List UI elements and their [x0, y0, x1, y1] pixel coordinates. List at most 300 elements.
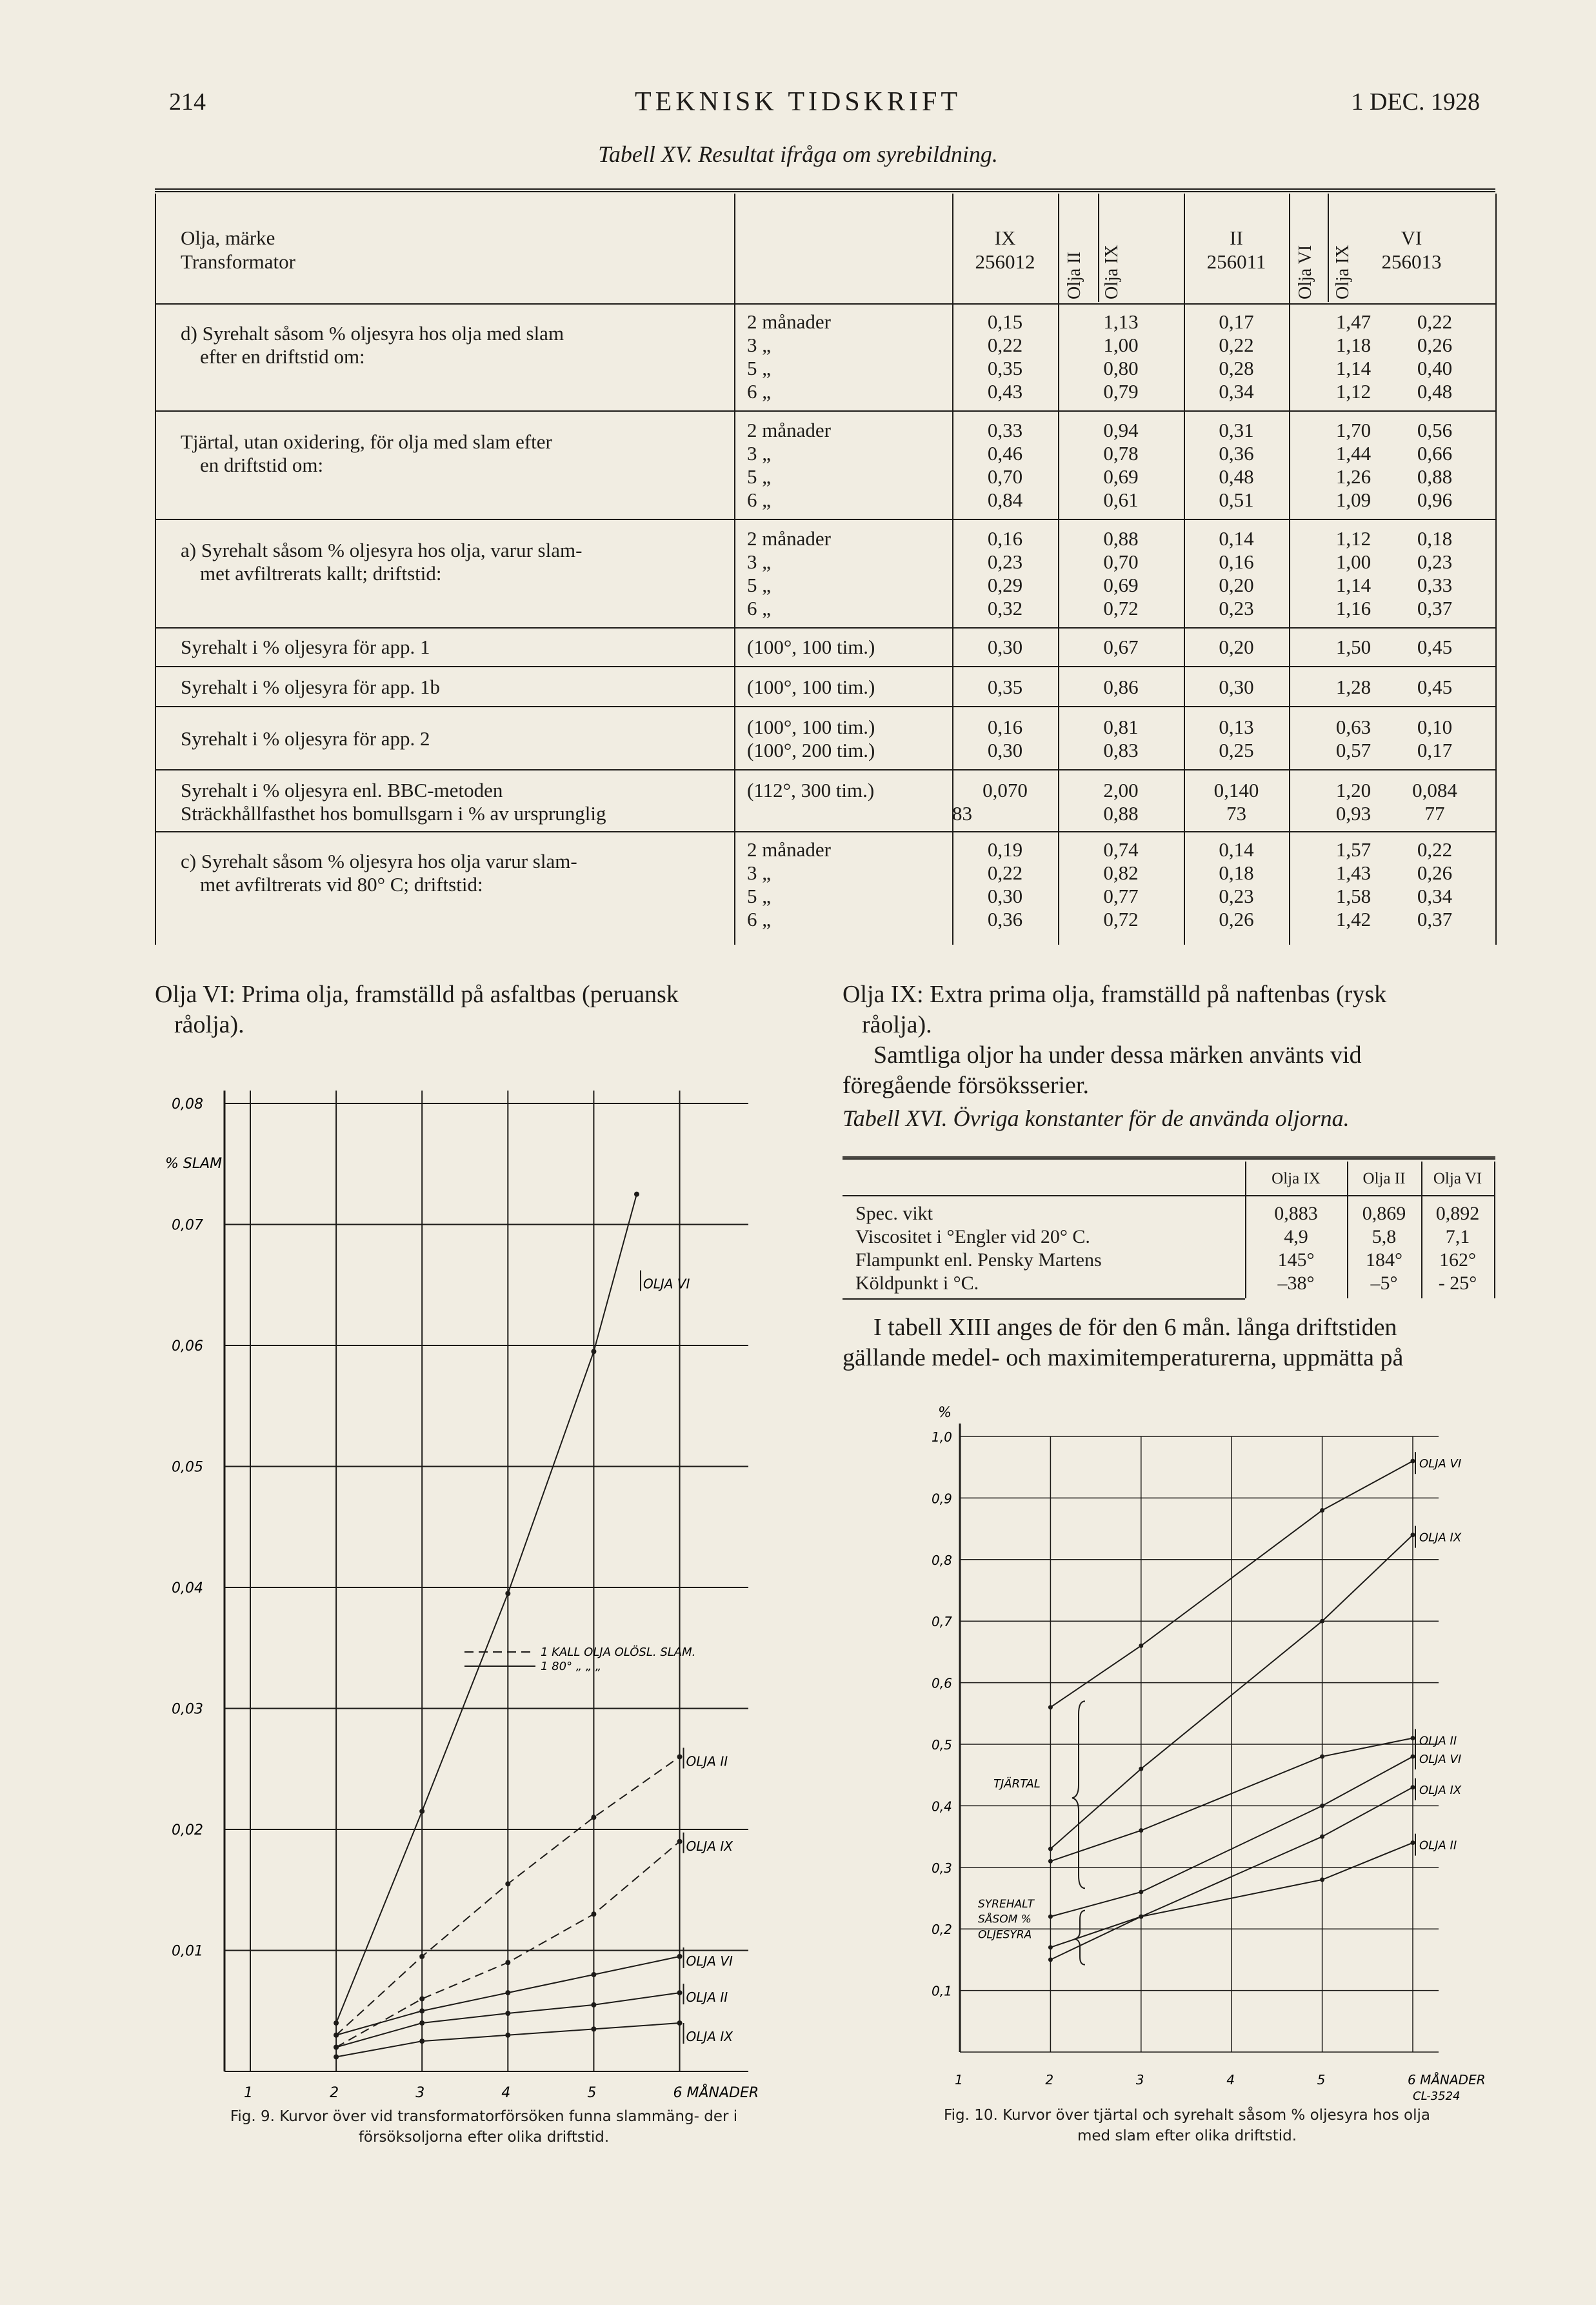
row-label: met avfiltrerats kallt; driftstid: — [200, 562, 442, 585]
table15-cell: 0,30 — [1219, 676, 1254, 698]
data-point — [419, 2008, 424, 2013]
x-tick-label: 1 — [244, 2085, 253, 2101]
table15-cell: (100°, 100 tim.) — [747, 716, 875, 738]
table15-cell: 1,70 — [1335, 419, 1372, 441]
data-point — [591, 2026, 596, 2031]
row-label: a) Syrehalt såsom % oljesyra hos olja, varur slam- — [181, 539, 583, 561]
data-point — [419, 1809, 424, 1814]
table15-cell: 0,140 — [1213, 779, 1259, 801]
series-label: OLJA VI — [1419, 1753, 1462, 1767]
series-label: OLJA VI — [643, 1276, 690, 1292]
data-point — [591, 1911, 596, 1917]
table15-cell: 0,46 — [987, 442, 1023, 465]
x-tick-label: 1 — [955, 2072, 963, 2088]
table15-cell: 1,26 — [1335, 465, 1372, 488]
t16-cell: 4,9 — [1284, 1226, 1308, 1247]
data-point — [591, 1815, 596, 1820]
data-point — [1048, 1945, 1053, 1949]
data-point — [505, 2033, 510, 2038]
series-label: OLJA II — [686, 1753, 728, 1769]
table15-cell: 0,67 — [1103, 636, 1139, 658]
t16-head: Olja II — [1362, 1170, 1406, 1187]
table15-cell: 0,56 — [1417, 419, 1453, 441]
table15-cell: 0,30 — [987, 885, 1023, 907]
table15-cell: 0,82 — [1103, 861, 1139, 884]
table15-cell: 1,20 — [1335, 779, 1372, 801]
data-point — [1139, 1644, 1143, 1648]
col-head: 256013 — [1381, 250, 1442, 273]
series-label: OLJA II — [1419, 1838, 1457, 1853]
text-line: gällande medel- och maximitemperaturerna, uppmätta på — [843, 1344, 1404, 1371]
table15-cell: 0,51 — [1219, 488, 1254, 511]
table15-cell: 0,28 — [1219, 357, 1254, 379]
data-point — [1048, 1705, 1053, 1709]
annotation: TJÄRTAL — [993, 1777, 1041, 1791]
table15-cell: 0,17 — [1219, 310, 1254, 333]
table15-cell: 1,14 — [1335, 574, 1372, 596]
y-tick-label: 0,08 — [172, 1096, 203, 1112]
row-label: d) Syrehalt såsom % oljesyra hos olja med slam — [181, 322, 564, 345]
data-point — [677, 1990, 683, 1995]
table15-cell: 0,14 — [1219, 527, 1254, 550]
journal-title: TEKNISK TIDSKRIFT — [634, 87, 962, 117]
t16-cell: 184° — [1366, 1249, 1402, 1271]
table15-cell: 0,16 — [987, 527, 1023, 550]
y-tick-label: 0,8 — [932, 1552, 952, 1568]
table15-cell: 0,10 — [1417, 716, 1453, 738]
table15-cell: 0,070 — [983, 779, 1028, 801]
col-head: IX — [994, 226, 1016, 249]
series-label: OLJA IX — [1419, 1783, 1462, 1797]
table15-cell: 0,16 — [987, 716, 1023, 738]
text-line: Olja VI: Prima olja, framställd på asfaltbas (peruansk — [155, 981, 679, 1008]
table15-cell: 2,00 — [1103, 779, 1139, 801]
series-label: OLJA II — [1419, 1734, 1457, 1748]
data-point — [505, 2011, 510, 2016]
x-tick-label: 2 — [1045, 2072, 1054, 2088]
table15-cell: 0,37 — [1417, 597, 1453, 619]
table15-cell: 1,09 — [1335, 488, 1372, 511]
table15-cell: 1,13 — [1103, 310, 1139, 333]
table15-cell: 0,25 — [1219, 739, 1254, 761]
table15-cell: 0,45 — [1417, 676, 1453, 698]
data-point — [1411, 1459, 1415, 1464]
data-point — [505, 1881, 510, 1886]
table15-cell: 0,88 — [1103, 527, 1139, 550]
issue-date: 1 DEC. 1928 — [1351, 88, 1480, 116]
series-line — [336, 1194, 637, 2023]
x-tick-label: 3 — [415, 2085, 425, 2101]
table15-cell: 0,23 — [987, 550, 1023, 573]
y-tick-label: 0,5 — [932, 1737, 952, 1753]
t16-cell: 0,892 — [1435, 1203, 1480, 1224]
olja-vi-paragraph — [155, 980, 813, 1040]
data-point — [591, 1972, 596, 1977]
data-point — [634, 1192, 639, 1197]
table15-cell: 0,22 — [987, 334, 1023, 356]
data-point — [1139, 1828, 1143, 1833]
table15-cell: 0,34 — [1219, 380, 1254, 403]
label-transformator: Transformator — [181, 250, 295, 273]
text-line: Olja IX: Extra prima olja, framställd på naftenbas (rysk — [843, 981, 1387, 1008]
figure-9-chart — [155, 1078, 813, 2110]
table15-cell: 0,81 — [1103, 716, 1139, 738]
annotation: OLJESYRA — [978, 1928, 1032, 1942]
table15-cell: 0,77 — [1103, 885, 1139, 907]
row-label: met avfiltrerats vid 80° C; driftstid: — [200, 873, 483, 896]
table15-cell: 0,45 — [1417, 636, 1453, 658]
col-head: 256011 — [1206, 250, 1266, 273]
table15-cell: 3 „ — [747, 334, 772, 356]
row-label: Syrehalt i % oljesyra för app. 2 — [181, 727, 430, 750]
row-label: c) Syrehalt såsom % oljesyra hos olja varur slam- — [181, 850, 577, 872]
table16-caption: Tabell XVI. Övriga konstanter för de använda oljorna. — [843, 1105, 1350, 1131]
annotation: SÅSOM % — [978, 1913, 1032, 1926]
t16-cell: 0,869 — [1362, 1203, 1406, 1224]
col-head: II — [1230, 226, 1243, 249]
data-point — [1048, 1957, 1053, 1962]
t16-head: Olja IX — [1272, 1170, 1321, 1187]
legend-entry: 1 80° „ „ „ — [541, 1660, 602, 1673]
table15-cell: 83 — [952, 802, 972, 825]
table15-cell: 0,69 — [1103, 465, 1139, 488]
olja-ix-paragraph — [843, 980, 1495, 1101]
data-point — [419, 2038, 424, 2044]
t16-cell: 5,8 — [1372, 1226, 1397, 1247]
text-line: I tabell XIII anges de för den 6 mån. långa driftstiden — [873, 1314, 1397, 1341]
y-axis-label: % SLAM — [165, 1156, 223, 1172]
table15-cell: 3 „ — [747, 442, 772, 465]
legend-entry: 1 KALL OLJA OLÖSL. SLAM. — [541, 1646, 696, 1659]
data-point — [1139, 1767, 1143, 1771]
table15-cell: (100°, 100 tim.) — [747, 676, 875, 698]
table15-cell: 0,13 — [1219, 716, 1254, 738]
table15-cell: 5 „ — [747, 574, 772, 596]
data-point — [1411, 1840, 1415, 1845]
y-tick-label: 0,1 — [932, 1983, 952, 1999]
table15-cell: 0,70 — [1103, 550, 1139, 573]
table15-cell: 0,43 — [987, 380, 1023, 403]
table15-cell: 0,84 — [987, 488, 1023, 511]
table15-cell: 5 „ — [747, 357, 772, 379]
x-tick-label: 5 — [587, 2085, 597, 2101]
table15-cell: (112°, 300 tim.) — [747, 779, 875, 801]
data-point — [1320, 1755, 1324, 1759]
table15-cell: 0,23 — [1219, 597, 1254, 619]
table15-cell: 0,78 — [1103, 442, 1139, 465]
text-line: föregående försöksserier. — [843, 1072, 1089, 1099]
t16-cell: –5° — [1370, 1273, 1398, 1294]
row-label: Sträckhållfasthet hos bomullsgarn i % av ursprunglig — [181, 802, 606, 825]
data-point — [334, 2033, 339, 2038]
table15-caption: Tabell XV. Resultat ifråga om syrebildning. — [598, 141, 998, 167]
annotation: SYREHALT — [978, 1897, 1034, 1911]
y-axis-label: % — [938, 1405, 952, 1421]
table15-cell: 0,17 — [1417, 739, 1453, 761]
table15-cell: (100°, 100 tim.) — [747, 636, 875, 658]
col-head-rot: Olja IX — [1102, 245, 1122, 299]
table15-cell: 0,22 — [1219, 334, 1254, 356]
table15-cell: 1,00 — [1335, 550, 1372, 573]
annotation: CL-3524 — [1413, 2089, 1461, 2103]
t16-head: Olja VI — [1433, 1170, 1482, 1187]
col-head-rot: Olja IX — [1333, 245, 1353, 299]
y-tick-label: 0,05 — [172, 1459, 203, 1476]
row-label: Syrehalt i % oljesyra enl. BBC-metoden — [181, 779, 503, 801]
table15-cell: 0,48 — [1219, 465, 1254, 488]
t16-cell: –38° — [1277, 1273, 1315, 1294]
y-tick-label: 0,03 — [172, 1701, 203, 1718]
data-point — [1320, 1877, 1324, 1882]
t16-cell: 162° — [1439, 1249, 1476, 1271]
data-point — [419, 1954, 424, 1959]
t16-cell: 0,883 — [1274, 1203, 1318, 1224]
row-label: Syrehalt i % oljesyra för app. 1b — [181, 676, 441, 698]
data-point — [591, 1349, 596, 1354]
table15-cell: 1,28 — [1335, 676, 1372, 698]
data-point — [1048, 1859, 1053, 1864]
table15-cell: 5 „ — [747, 465, 772, 488]
data-point — [505, 1591, 510, 1596]
label-olja-marke: Olja, märke — [181, 226, 275, 249]
x-tick-label: 4 — [501, 2085, 511, 2101]
t16-row-label: Viscositet i °Engler vid 20° C. — [855, 1226, 1090, 1247]
table15-cell: 0,88 — [1417, 465, 1453, 488]
table15-cell: 0,36 — [987, 908, 1023, 931]
table15-cell: 3 „ — [747, 861, 772, 884]
table15-cell: 1,12 — [1335, 380, 1372, 403]
table15-cell: 2 månader — [747, 310, 831, 333]
row-label: Tjärtal, utan oxidering, för olja med slam efter — [181, 430, 552, 453]
table15-cell: 0,69 — [1103, 574, 1139, 596]
y-tick-label: 0,7 — [932, 1614, 952, 1630]
table15-cell: 0,35 — [987, 676, 1023, 698]
x-tick-label: 2 — [330, 2085, 339, 2101]
table15-cell: 0,83 — [1103, 739, 1139, 761]
x-tick-label: 6 MÅNADER — [673, 2085, 759, 2101]
table15-cell: 0,94 — [1103, 419, 1139, 441]
table15-cell: 1,44 — [1335, 442, 1372, 465]
series-label: OLJA VI — [686, 1953, 733, 1969]
x-tick-label: 6 MÅNADER — [1408, 2072, 1486, 2088]
table15-cell: 1,50 — [1335, 636, 1372, 658]
table15-cell: 0,57 — [1335, 739, 1372, 761]
col-head: 256012 — [975, 250, 1035, 273]
figure-9-caption: Fig. 9. Kurvor över vid transformatorförsöken funna slammäng- der i försöksoljorna efter olika driftstid. — [230, 2108, 738, 2146]
series-label: OLJA II — [686, 1989, 728, 2006]
data-point — [1411, 1755, 1415, 1759]
table15-cell: 0,37 — [1417, 908, 1453, 931]
table15-cell: 0,084 — [1412, 779, 1457, 801]
table15-cell: 0,80 — [1103, 357, 1139, 379]
table15-cell: 0,96 — [1417, 488, 1453, 511]
table15-cell: 0,14 — [1219, 838, 1254, 861]
table15-cell: 0,79 — [1103, 380, 1139, 403]
data-point — [334, 2045, 339, 2050]
data-point — [677, 1755, 683, 1760]
figure-10-caption: Fig. 10. Kurvor över tjärtal och syrehalt såsom % oljesyra hos olja med slam efter olika driftstid. — [944, 2107, 1430, 2144]
data-point — [1320, 1835, 1324, 1839]
table15-cell: 1,58 — [1335, 885, 1372, 907]
table15-cell: 3 „ — [747, 550, 772, 573]
data-point — [677, 1839, 683, 1844]
table15-cell: 0,26 — [1417, 861, 1453, 884]
data-point — [677, 1954, 683, 1959]
y-tick-label: 0,9 — [932, 1491, 952, 1507]
table15-cell: 2 månader — [747, 527, 831, 550]
y-tick-label: 0,4 — [932, 1798, 952, 1815]
table15-cell: 0,61 — [1103, 488, 1139, 511]
data-point — [1048, 1847, 1053, 1851]
y-tick-label: 0,06 — [172, 1338, 203, 1354]
data-point — [419, 2020, 424, 2026]
table15-cell: 0,26 — [1219, 908, 1254, 931]
table15-cell: 0,33 — [1417, 574, 1453, 596]
data-point — [1320, 1508, 1324, 1513]
data-point — [1411, 1533, 1415, 1537]
y-tick-label: 0,07 — [172, 1217, 203, 1234]
table15-cell: 0,16 — [1219, 550, 1254, 573]
table15-cell: 0,35 — [987, 357, 1023, 379]
table15-cell: 0,86 — [1103, 676, 1139, 698]
data-point — [1048, 1915, 1053, 1919]
table15-cell: 1,43 — [1335, 861, 1372, 884]
table15-cell: 1,42 — [1335, 908, 1372, 931]
data-point — [677, 2020, 683, 2026]
data-point — [334, 2020, 339, 2026]
y-tick-label: 0,3 — [932, 1860, 952, 1876]
table15-cell: 0,30 — [987, 636, 1023, 658]
table15-cell: (100°, 200 tim.) — [747, 739, 875, 761]
col-head-rot: Olja VI — [1295, 245, 1315, 299]
text-line: Samtliga oljor ha under dessa märken använts vid — [873, 1042, 1362, 1069]
data-point — [591, 2002, 596, 2008]
t16-row-label: Spec. vikt — [855, 1203, 933, 1224]
y-tick-label: 0,01 — [172, 1943, 203, 1960]
data-point — [1139, 1915, 1143, 1919]
table15-cell: 1,12 — [1335, 527, 1372, 550]
row-label: en driftstid om: — [200, 454, 324, 476]
table15-cell: 0,70 — [987, 465, 1023, 488]
table15-cell: 6 „ — [747, 908, 772, 931]
data-point — [419, 1997, 424, 2002]
tabell13-paragraph — [843, 1313, 1495, 1373]
page-number: 214 — [169, 88, 206, 116]
series-label: OLJA IX — [1419, 1531, 1462, 1545]
table15-cell: 1,16 — [1335, 597, 1372, 619]
table15-cell: 0,22 — [987, 861, 1023, 884]
table15-cell: 0,20 — [1219, 636, 1254, 658]
t16-row-label: Flampunkt enl. Pensky Martens — [855, 1249, 1102, 1271]
table15-cell: 0,93 — [1335, 802, 1372, 825]
row-label: efter en driftstid om: — [200, 345, 365, 368]
table15 — [155, 188, 1495, 943]
series-label: OLJA IX — [686, 1838, 733, 1854]
x-tick-label: 4 — [1226, 2072, 1235, 2088]
table15-cell: 6 „ — [747, 597, 772, 619]
table15-cell: 0,22 — [1417, 838, 1453, 861]
data-point — [1411, 1785, 1415, 1789]
text-line: råolja). — [174, 1011, 244, 1038]
text-line: råolja). — [862, 1011, 932, 1038]
table15-cell: 0,32 — [987, 597, 1023, 619]
table15-cell: 0,26 — [1417, 334, 1453, 356]
data-point — [1320, 1619, 1324, 1624]
table15-cell: 0,74 — [1103, 838, 1139, 861]
table15-cell: 6 „ — [747, 380, 772, 403]
t16-cell: - 25° — [1438, 1273, 1477, 1294]
t16-row-label: Köldpunkt i °C. — [855, 1273, 979, 1294]
table15-cell: 0,20 — [1219, 574, 1254, 596]
t16-cell: 7,1 — [1445, 1226, 1470, 1247]
table15-cell: 0,72 — [1103, 597, 1139, 619]
table15-cell: 0,18 — [1417, 527, 1453, 550]
table15-cell: 0,22 — [1417, 310, 1453, 333]
data-point — [1320, 1804, 1324, 1808]
table15-cell: 0,23 — [1219, 885, 1254, 907]
col-head: VI — [1401, 226, 1422, 249]
table15-cell: 0,31 — [1219, 419, 1254, 441]
table15-cell: 0,33 — [987, 419, 1023, 441]
table16 — [843, 1156, 1495, 1300]
t16-cell: 145° — [1277, 1249, 1315, 1271]
table15-cell: 5 „ — [747, 885, 772, 907]
table15-cell: 0,30 — [987, 739, 1023, 761]
y-tick-label: 1,0 — [932, 1429, 952, 1445]
table15-cell: 2 månader — [747, 838, 831, 861]
table15-cell: 0,23 — [1417, 550, 1453, 573]
series-label: OLJA VI — [1419, 1457, 1462, 1471]
data-point — [505, 1990, 510, 1995]
table15-cell: 2 månader — [747, 419, 831, 441]
data-point — [505, 1960, 510, 1965]
y-tick-label: 0,04 — [172, 1580, 203, 1596]
table15-cell: 0,18 — [1219, 861, 1254, 884]
table15-cell: 1,57 — [1335, 838, 1372, 861]
y-tick-label: 0,02 — [172, 1822, 203, 1838]
table15-cell: 1,47 — [1335, 310, 1372, 333]
x-tick-label: 5 — [1317, 2072, 1326, 2088]
table15-cell: 1,18 — [1335, 334, 1372, 356]
table15-cell: 1,14 — [1335, 357, 1372, 379]
data-point — [334, 2055, 339, 2060]
table15-cell: 0,36 — [1219, 442, 1254, 465]
table15-cell: 0,88 — [1103, 802, 1139, 825]
table15-cell: 0,29 — [987, 574, 1023, 596]
table15-cell: 0,48 — [1417, 380, 1453, 403]
table15-cell: 0,34 — [1417, 885, 1453, 907]
x-tick-label: 3 — [1135, 2072, 1144, 2088]
table15-cell: 0,19 — [987, 838, 1023, 861]
series-label: OLJA IX — [686, 2029, 733, 2044]
brace — [1072, 1701, 1085, 1888]
table15-cell: 0,66 — [1417, 442, 1453, 465]
table15-cell: 77 — [1424, 802, 1445, 825]
figure-10-chart — [897, 1394, 1497, 2110]
table15-cell: 0,15 — [987, 310, 1023, 333]
col-head-rot: Olja II — [1064, 252, 1084, 299]
table15-cell: 0,40 — [1417, 357, 1453, 379]
data-point — [1411, 1736, 1415, 1740]
table15-cell: 0,63 — [1335, 716, 1372, 738]
table15-cell: 1,00 — [1103, 334, 1139, 356]
table15-cell: 73 — [1226, 802, 1246, 825]
table15-cell: 6 „ — [747, 488, 772, 511]
y-tick-label: 0,6 — [932, 1675, 952, 1691]
table15-cell: 0,72 — [1103, 908, 1139, 931]
row-label: Syrehalt i % oljesyra för app. 1 — [181, 636, 430, 658]
y-tick-label: 0,2 — [932, 1922, 952, 1938]
